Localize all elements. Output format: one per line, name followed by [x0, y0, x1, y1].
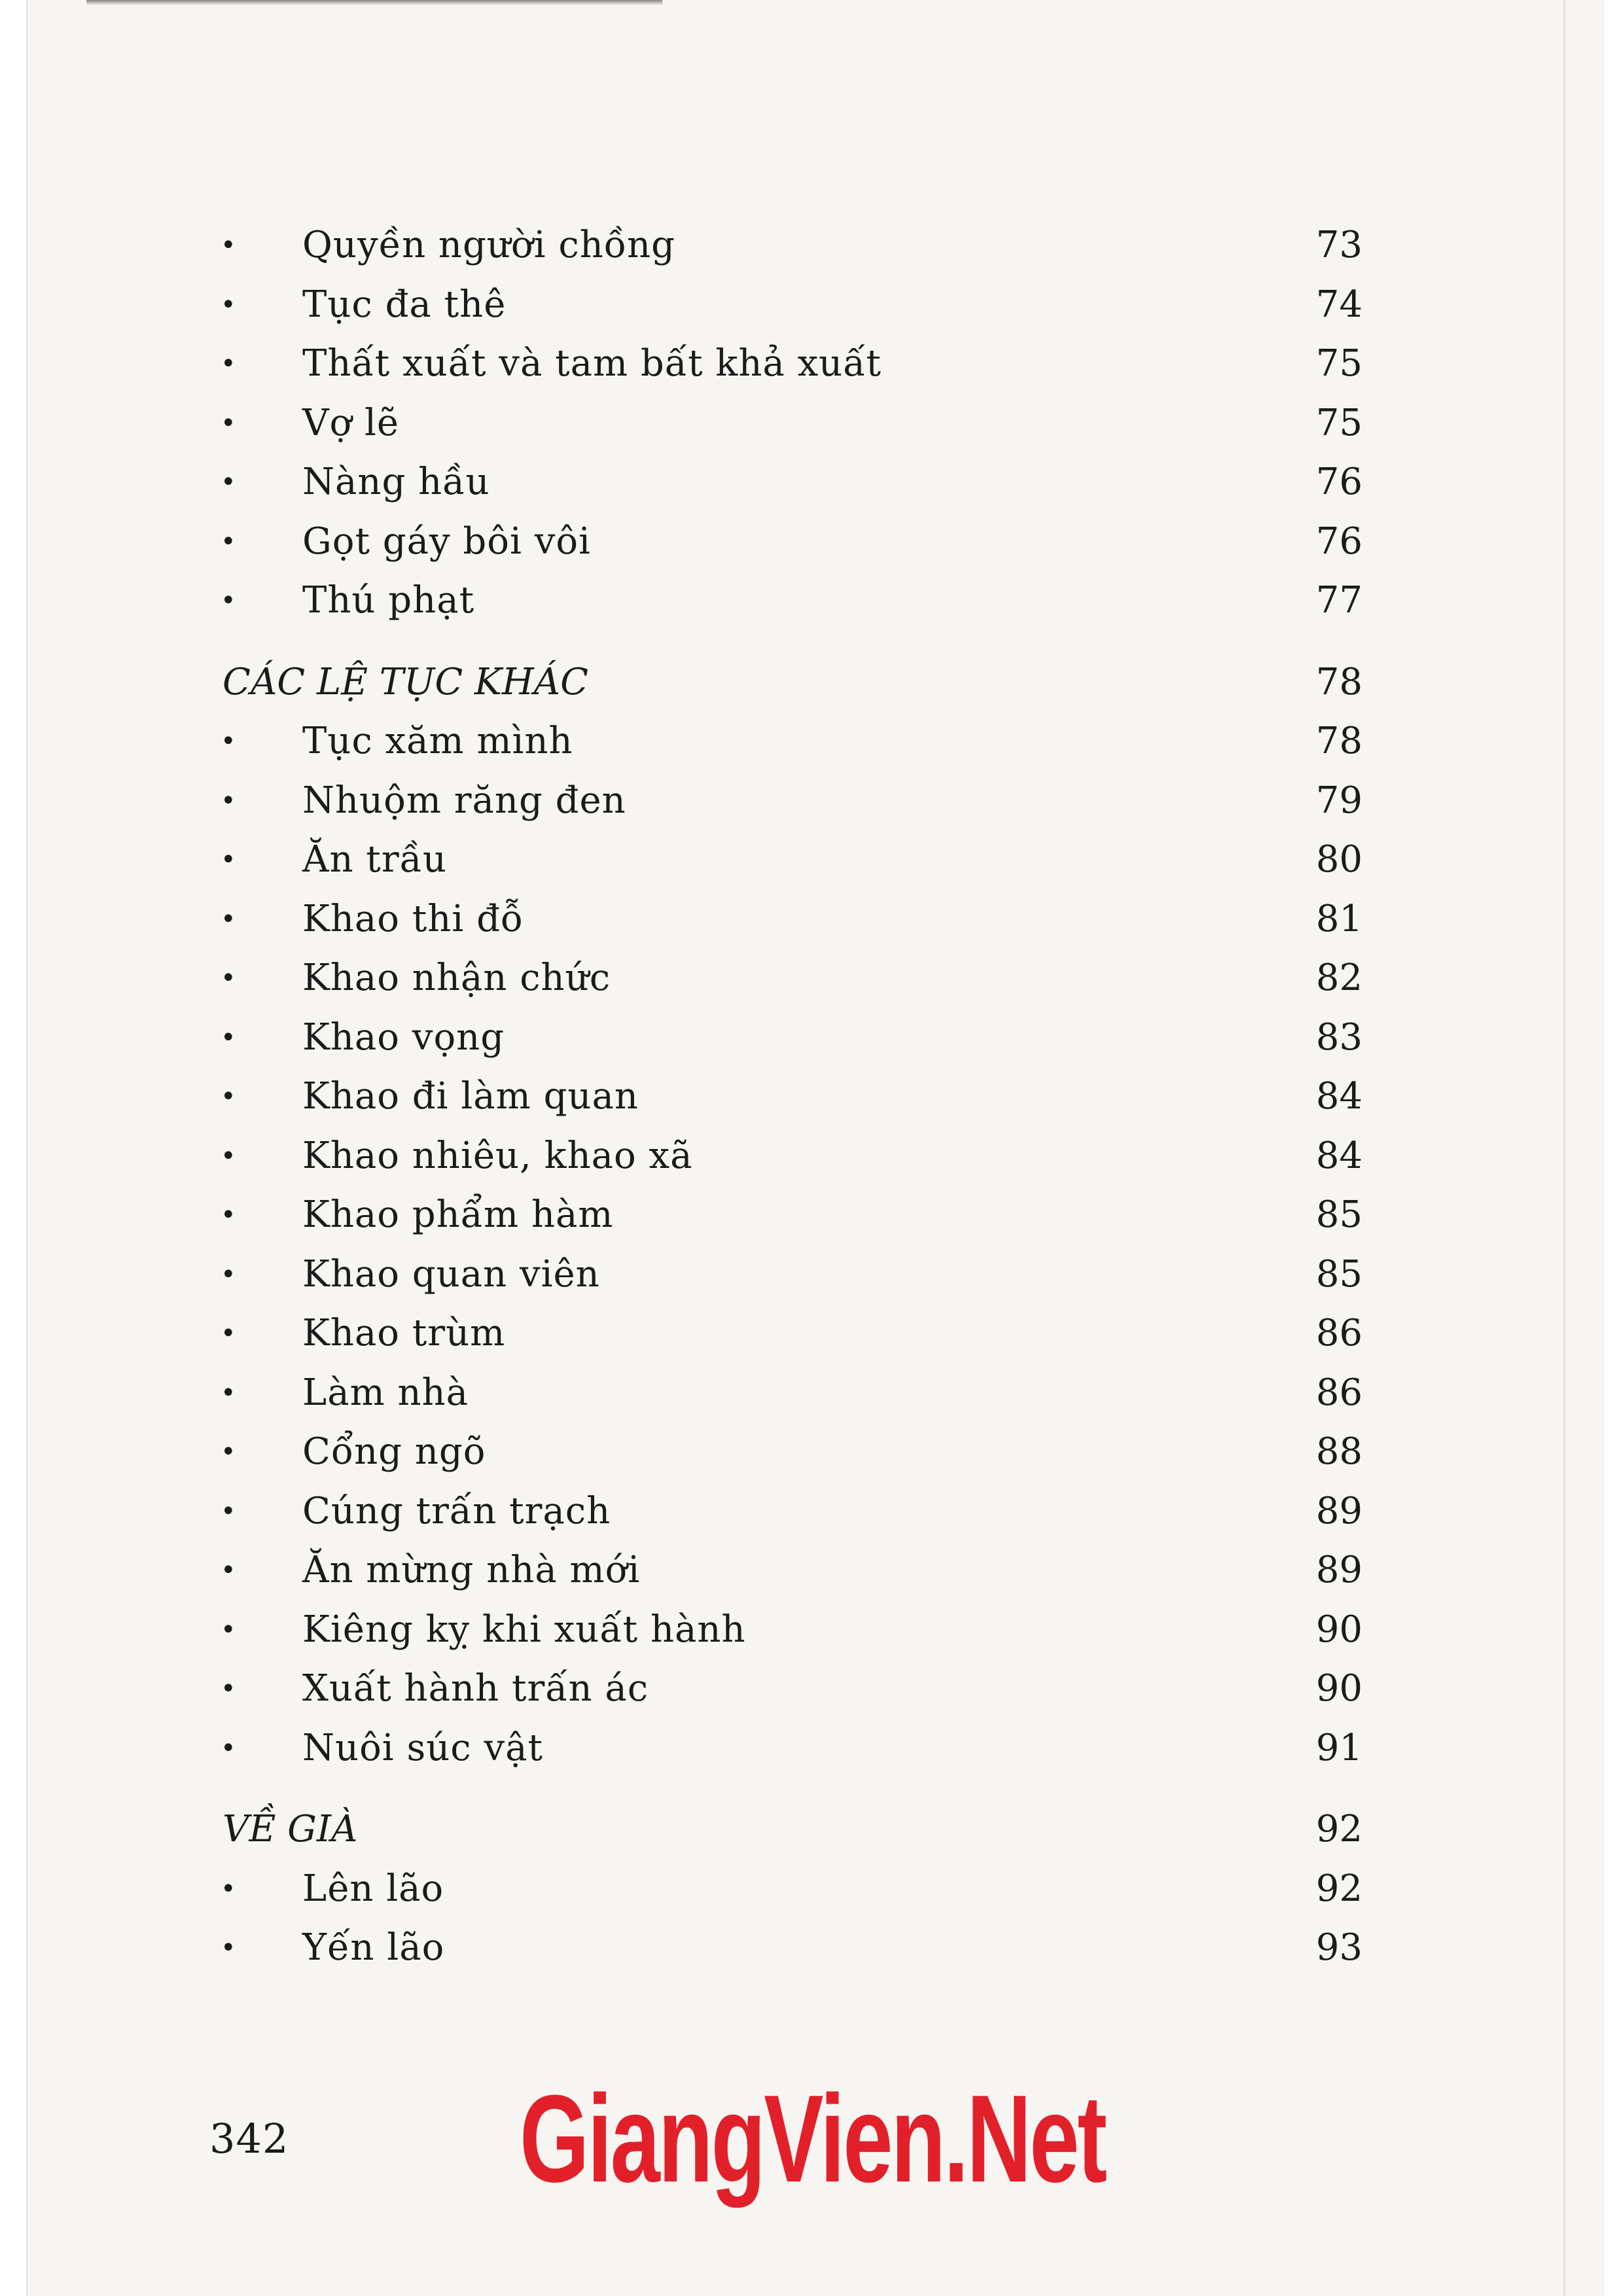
entry-page-number: 90 — [1315, 1608, 1363, 1651]
toc-entry — [185, 1541, 1363, 1600]
entry-title: Cúng trấn trạch — [302, 1489, 611, 1532]
bullet-icon: • — [221, 1933, 236, 1963]
entry-page-number: 84 — [1315, 1134, 1363, 1177]
bullet-icon: • — [221, 1140, 236, 1171]
entry-page-number: 74 — [1315, 283, 1363, 326]
entry-page-number: 76 — [1315, 520, 1363, 563]
toc-entry — [185, 216, 1363, 275]
toc-entry — [185, 830, 1363, 890]
toc-entry — [185, 394, 1363, 453]
entry-title: Tục xăm mình — [302, 720, 573, 762]
entry-page-number: 77 — [1315, 579, 1363, 622]
entry-title: Khao nhận chức — [302, 957, 611, 999]
toc-entry — [185, 1127, 1363, 1186]
entry-page-number: 89 — [1315, 1549, 1363, 1591]
entry-title: Khao nhiêu, khao xã — [302, 1134, 693, 1177]
entry-title: Nuôi súc vật — [302, 1726, 543, 1769]
toc-entry — [185, 1008, 1363, 1068]
toc-entry — [185, 1067, 1363, 1127]
entry-title: Khao đi làm quan — [302, 1075, 639, 1118]
entry-page-number: 81 — [1315, 897, 1363, 940]
page-right-edge — [1563, 0, 1565, 2296]
entry-title: Khao vọng — [302, 1016, 505, 1059]
toc-entry — [185, 1600, 1363, 1660]
entry-title: Quyền người chồng — [302, 224, 675, 266]
bullet-icon: • — [221, 1733, 236, 1763]
toc-entry — [185, 571, 1363, 631]
bullet-icon: • — [221, 1496, 236, 1527]
toc-entry — [185, 771, 1363, 831]
bullet-icon: • — [221, 726, 236, 756]
bullet-icon: • — [221, 963, 236, 993]
entry-page-number: 83 — [1315, 1016, 1363, 1059]
entry-title: Xuất hành trấn ác — [302, 1667, 649, 1710]
bullet-icon: • — [221, 1022, 236, 1053]
toc-entry — [185, 1304, 1363, 1364]
entry-page-number: 79 — [1315, 779, 1363, 822]
bullet-icon: • — [221, 230, 236, 260]
entry-page-number: 78 — [1315, 720, 1363, 762]
entry-page-number: 86 — [1315, 1312, 1363, 1354]
entry-title: Ăn mừng nhà mới — [302, 1549, 641, 1591]
bullet-icon: • — [221, 1377, 236, 1408]
entry-page-number: 80 — [1315, 838, 1363, 881]
bullet-icon: • — [221, 1555, 236, 1585]
bullet-icon: • — [221, 1318, 236, 1349]
entry-page-number: 85 — [1315, 1193, 1363, 1236]
toc-section-heading — [185, 1800, 1363, 1860]
toc-section-heading — [185, 653, 1363, 713]
toc-entry — [185, 890, 1363, 949]
bullet-icon: • — [221, 526, 236, 557]
entry-title: Nàng hầu — [302, 461, 490, 503]
bullet-icon: • — [221, 1437, 236, 1467]
bullet-icon: • — [221, 289, 236, 320]
entry-page-number: 75 — [1315, 401, 1363, 444]
entry-title: Tục đa thê — [302, 283, 507, 326]
bullet-icon: • — [221, 845, 236, 875]
toc-entry — [185, 1482, 1363, 1542]
entry-page-number: 89 — [1315, 1489, 1363, 1532]
toc-entry — [185, 1659, 1363, 1719]
entry-title: Vợ lẽ — [302, 401, 400, 444]
bullet-icon: • — [221, 1259, 236, 1290]
entry-page-number: 92 — [1315, 1808, 1363, 1850]
entry-page-number: 76 — [1315, 461, 1363, 503]
entry-title: Khao trùm — [302, 1312, 506, 1354]
entry-title: Khao thi đỗ — [302, 897, 524, 940]
toc-entry — [185, 275, 1363, 335]
entry-page-number: 85 — [1315, 1252, 1363, 1296]
toc-entry — [185, 1719, 1363, 1778]
toc-entry — [185, 1918, 1363, 1978]
entry-page-number: 86 — [1315, 1371, 1363, 1414]
toc-entry — [185, 1245, 1363, 1305]
entry-title: Khao quan viên — [302, 1252, 600, 1296]
entry-title: Ăn trầu — [302, 838, 447, 881]
bullet-icon: • — [221, 349, 236, 379]
bullet-icon: • — [221, 1200, 236, 1230]
page-number: 342 — [209, 2115, 289, 2163]
section-title: VỀ GIÀ — [223, 1808, 358, 1850]
bullet-icon: • — [221, 904, 236, 934]
toc-entry — [185, 334, 1363, 394]
entry-page-number: 91 — [1315, 1726, 1363, 1769]
section-title: CÁC LỆ TỤC KHÁC — [223, 660, 588, 703]
toc-entry — [185, 512, 1363, 572]
entry-page-number: 75 — [1315, 342, 1363, 385]
entry-title: Nhuộm răng đen — [302, 779, 626, 822]
entry-page-number: 88 — [1315, 1430, 1363, 1473]
entry-page-number: 93 — [1315, 1926, 1363, 1969]
bullet-icon: • — [221, 1674, 236, 1704]
toc-entry — [185, 1364, 1363, 1423]
entry-page-number: 90 — [1315, 1667, 1363, 1710]
toc-entry — [185, 453, 1363, 512]
entry-page-number: 84 — [1315, 1075, 1363, 1118]
entry-page-number: 78 — [1315, 660, 1363, 703]
entry-title: Cổng ngõ — [302, 1430, 486, 1473]
toc-entry — [185, 1422, 1363, 1482]
toc-entry — [185, 1186, 1363, 1245]
entry-title: Lên lão — [302, 1867, 444, 1910]
bullet-icon: • — [221, 1082, 236, 1112]
entry-title: Kiêng kỵ khi xuất hành — [302, 1608, 746, 1651]
entry-title: Yến lão — [302, 1926, 445, 1969]
watermark-logo: GiangVien.Net — [520, 2070, 1106, 2208]
toc-entry — [185, 949, 1363, 1008]
bullet-icon: • — [221, 1614, 236, 1645]
bullet-icon: • — [221, 467, 236, 497]
toc-entry — [185, 1860, 1363, 1919]
bullet-icon: • — [221, 408, 236, 438]
toc-entry — [185, 712, 1363, 771]
entry-title: Thất xuất và tam bất khả xuất — [302, 342, 882, 385]
document-page — [26, 0, 1605, 2296]
page-top-shadow — [86, 0, 662, 5]
bullet-icon: • — [221, 785, 236, 816]
bullet-icon: • — [221, 1873, 236, 1904]
entry-page-number: 82 — [1315, 957, 1363, 999]
entry-title: Làm nhà — [302, 1371, 469, 1414]
entry-page-number: 92 — [1315, 1867, 1363, 1910]
entry-page-number: 73 — [1315, 224, 1363, 266]
bullet-icon: • — [221, 586, 236, 616]
entry-title: Khao phẩm hàm — [302, 1193, 614, 1236]
entry-title: Thú phạt — [302, 579, 475, 622]
entry-title: Gọt gáy bôi vôi — [302, 520, 591, 563]
table-of-contents — [185, 216, 1363, 1978]
